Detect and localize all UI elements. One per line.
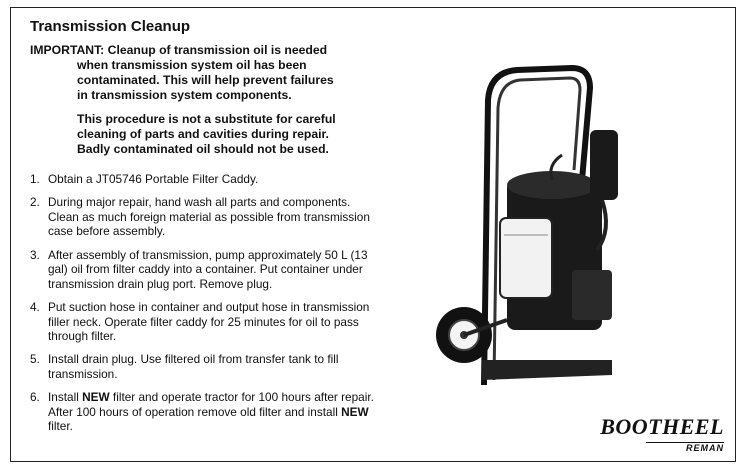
step-item: 1. Obtain a JT05746 Portable Filter Caddy. (30, 172, 259, 186)
step-item: 3. After assembly of transmission, pump approximately 50 L (13 gal) oil from filter caddy into a container. Put container under transmission drain plug port. Remove plug. (30, 247, 368, 291)
important-text-line4: in transmission system components. (77, 88, 292, 102)
caddy-base (482, 360, 612, 380)
filter-caddy-photo (412, 60, 642, 400)
filter-canister (500, 218, 552, 298)
important-text-line1: Cleanup of transmission oil is needed (107, 43, 328, 57)
brand-logo (600, 416, 724, 456)
note-line2: cleaning of parts and cavities during repair. (77, 127, 329, 141)
important-label: IMPORTANT: (30, 43, 105, 57)
step-item: 4. Put suction hose in container and output hose in transmission filler neck. Operate filter caddy for 25 minutes for oil to pass through filter. (30, 299, 370, 344)
pump-motor (572, 270, 612, 320)
important-text-line3: contaminated. This will help prevent failures (77, 73, 334, 87)
note-line1: This procedure is not a substitute for careful (77, 112, 336, 126)
steps-list (30, 172, 375, 442)
brand-sub: REMAN (646, 442, 724, 453)
important-notice (30, 43, 380, 103)
page-title: Transmission Cleanup (30, 18, 191, 35)
brand-name: BOOTHEEL (600, 414, 724, 439)
step-item: 5. Install drain plug. Use filtered oil from transfer tank to fill transmission. (30, 352, 339, 381)
note-line3: Badly contaminated oil should not be used. (77, 142, 329, 156)
procedure-note (77, 112, 377, 157)
step-item: 6. Install NEW filter and operate tractor for 100 hours after repair. After 100 hours of operation remove old filter and install NEW filter. (30, 390, 374, 434)
important-text-line2: when transmission system oil has been (77, 58, 307, 72)
filter-housing (590, 130, 618, 200)
step-item: 2. During major repair, hand wash all parts and components. Clean as much foreign material as possible from transmission case before assembly. (30, 195, 370, 239)
